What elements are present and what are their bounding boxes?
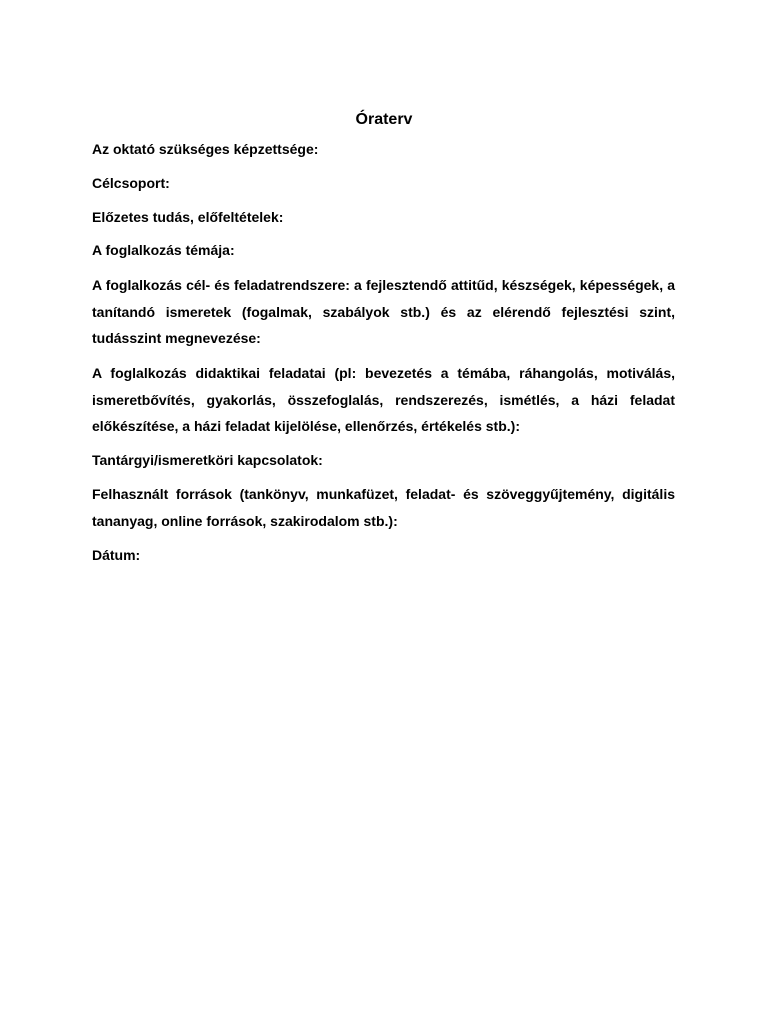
- field-goals-and-tasks: A foglalkozás cél- és feladatrendszere: a fejlesztendő attitűd, készségek, képességek, a tanítandó ismeretek (fogalmak, szabályok stb.) és az elérendő fejlesztési szint, tudásszint megnevezése:: [92, 277, 675, 346]
- field-instructor-qualification: Az oktató szükséges képzettsége:: [92, 141, 319, 157]
- field-didactic-tasks: A foglalkozás didaktikai feladatai (pl: bevezetés a témába, ráhangolás, motiválás, ismeretbővítés, gyakorlás, összefoglalás, rendszerezés, ismétlés, a házi feladat előkészítése, a házi feladat kijelölése, ellenőrzés, értékelés stb.):: [92, 365, 675, 434]
- field-prior-knowledge: Előzetes tudás, előfeltételek:: [92, 209, 284, 225]
- field-sources-used: Felhasznált források (tankönyv, munkafüzet, feladat- és szöveggyűjtemény, digitális tananyag, online források, szakirodalom stb.):: [92, 486, 675, 529]
- field-subject-connections: Tantárgyi/ismeretköri kapcsolatok:: [92, 452, 323, 468]
- field-session-topic: A foglalkozás témája:: [92, 242, 235, 258]
- document-title: Óraterv: [355, 111, 413, 128]
- field-target-group: Célcsoport:: [92, 175, 170, 191]
- field-date: Dátum:: [92, 547, 141, 563]
